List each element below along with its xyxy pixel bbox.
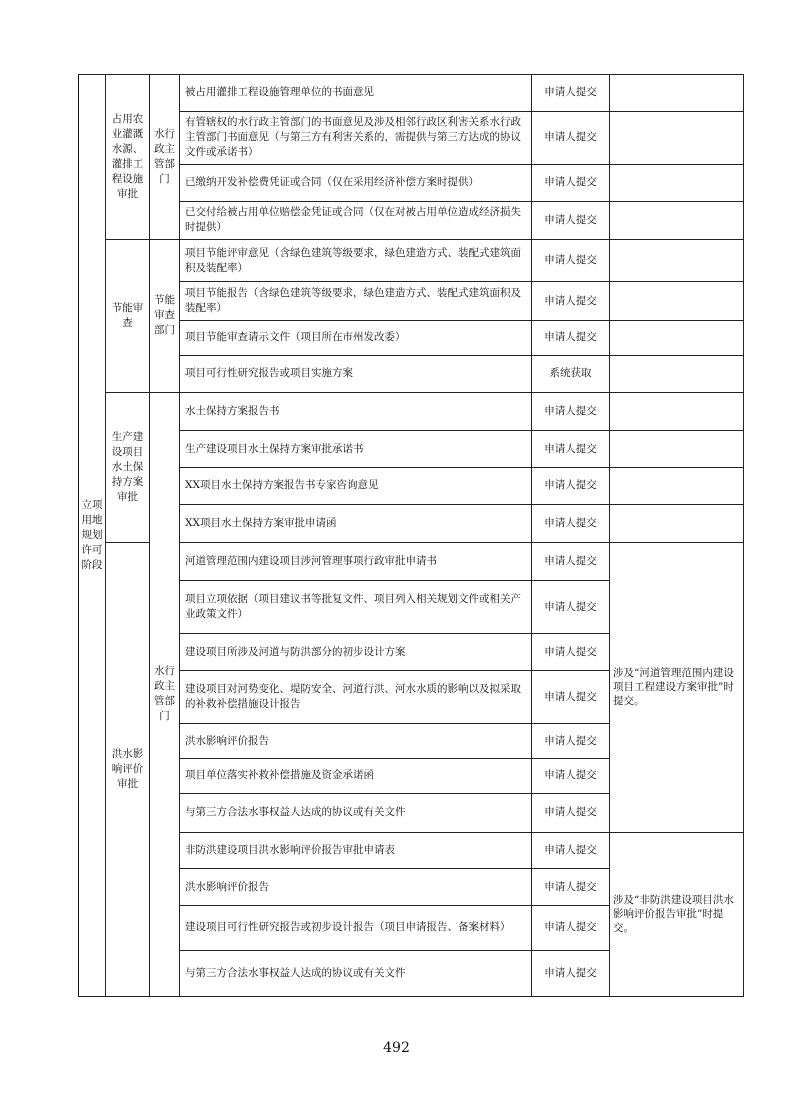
note-cell	[610, 111, 744, 164]
material-cell: 建设项目所涉及河道与防洪部分的初步设计方案	[180, 634, 532, 671]
source-cell: 申请人提交	[532, 906, 610, 951]
note-cell	[610, 504, 744, 542]
table-row	[79, 240, 744, 282]
source-cell: 申请人提交	[532, 950, 610, 996]
source-cell: 申请人提交	[532, 201, 610, 240]
material-cell: 建设项目可行性研究报告或初步设计报告（项目申请报告、备案材料）	[180, 906, 532, 951]
note-cell	[610, 392, 744, 431]
source-cell: 申请人提交	[532, 240, 610, 282]
source-cell: 申请人提交	[532, 111, 610, 164]
material-cell: 项目节能审查请示文件（项目所在市州发改委）	[180, 321, 532, 356]
department-cell: 水行政主管部门	[150, 392, 180, 997]
note-cell	[610, 282, 744, 321]
approval-item-cell: 节能审查	[106, 240, 150, 392]
materials-table	[78, 74, 744, 997]
material-cell: 与第三方合法水事权益人达成的协议或有关文件	[180, 793, 532, 832]
approval-item-cell: 生产建设项目水土保持方案审批	[106, 392, 150, 542]
material-cell: 非防洪建设项目洪水影响评价报告审批申请表	[180, 832, 532, 869]
note-cell	[610, 468, 744, 505]
material-cell: 洪水影响评价报告	[180, 724, 532, 759]
material-cell: 被占用灌排工程设施管理单位的书面意见	[180, 75, 532, 112]
source-cell: 申请人提交	[532, 793, 610, 832]
source-cell: 系统获取	[532, 355, 610, 392]
source-cell: 申请人提交	[532, 431, 610, 468]
note-cell: 涉及“河道管理范围内建设项目工程建设方案审批”时提交。	[610, 542, 744, 832]
material-cell: XX项目水土保持方案审批申请函	[180, 504, 532, 542]
source-cell: 申请人提交	[532, 282, 610, 321]
note-cell	[610, 431, 744, 468]
source-cell: 申请人提交	[532, 392, 610, 431]
source-cell: 申请人提交	[532, 869, 610, 906]
table-row	[79, 75, 744, 112]
material-cell: 河道管理范围内建设项目涉河管理事项行政审批申请书	[180, 542, 532, 581]
department-cell: 节能审查部门	[150, 240, 180, 392]
note-cell	[610, 201, 744, 240]
source-cell: 申请人提交	[532, 671, 610, 724]
note-cell	[610, 240, 744, 282]
material-cell: 项目节能报告（含绿色建筑等级要求，绿色建造方式、装配式建筑面积及装配率）	[180, 282, 532, 321]
note-cell	[610, 75, 744, 112]
material-cell: 项目立项依据（项目建议书等批复文件、项目列入相关规划文件或相关产业政策文件）	[180, 581, 532, 634]
material-cell: 水土保持方案报告书	[180, 392, 532, 431]
approval-item-cell: 占用农业灌溉水源、灌排工程设施审批	[106, 75, 150, 240]
stage-cell	[79, 75, 106, 997]
page-number: 492	[383, 1040, 410, 1056]
note-cell	[610, 355, 744, 392]
material-cell: 项目单位落实补救补偿措施及资金承诺函	[180, 759, 532, 794]
source-cell: 申请人提交	[532, 832, 610, 869]
note-cell: 涉及“非防洪建设项目洪水影响评价报告审批”时提交。	[610, 832, 744, 997]
material-cell: 项目节能评审意见（含绿色建筑等级要求，绿色建造方式、装配式建筑面积及装配率）	[180, 240, 532, 282]
source-cell: 申请人提交	[532, 581, 610, 634]
material-cell: 有管辖权的水行政主管部门的书面意见及涉及相邻行政区利害关系水行政主管部门书面意见（与第三方有利害关系的，需提供与第三方达成的协议文件或承诺书）	[180, 111, 532, 164]
approval-item-cell: 洪水影响评价审批	[106, 542, 150, 996]
source-cell: 申请人提交	[532, 759, 610, 794]
source-cell: 申请人提交	[532, 504, 610, 542]
table-row	[79, 392, 744, 431]
material-cell: 已缴纳开发补偿费凭证或合同（仅在采用经济补偿方案时提供）	[180, 164, 532, 201]
material-cell: 与第三方合法水事权益人达成的协议或有关文件	[180, 950, 532, 996]
source-cell: 申请人提交	[532, 75, 610, 112]
material-cell: 洪水影响评价报告	[180, 869, 532, 906]
source-cell: 申请人提交	[532, 321, 610, 356]
material-cell: 生产建设项目水土保持方案审批承诺书	[180, 431, 532, 468]
note-cell	[610, 164, 744, 201]
source-cell: 申请人提交	[532, 542, 610, 581]
material-cell: 已交付给被占用单位赔偿金凭证或合同（仅在对被占用单位造成经济损失时提供）	[180, 201, 532, 240]
note-cell	[610, 321, 744, 356]
department-cell: 水行政主管部门	[150, 75, 180, 240]
source-cell: 申请人提交	[532, 634, 610, 671]
source-cell: 申请人提交	[532, 724, 610, 759]
material-cell: XX项目水土保持方案报告书专家咨询意见	[180, 468, 532, 505]
source-cell: 申请人提交	[532, 468, 610, 505]
source-cell: 申请人提交	[532, 164, 610, 201]
material-cell: 项目可行性研究报告或项目实施方案	[180, 355, 532, 392]
material-cell: 建设项目对河势变化、堤防安全、河道行洪、河水水质的影响以及拟采取的补救补偿措施设计报告	[180, 671, 532, 724]
stage-label: 立项用地规划许可阶段	[81, 499, 103, 571]
